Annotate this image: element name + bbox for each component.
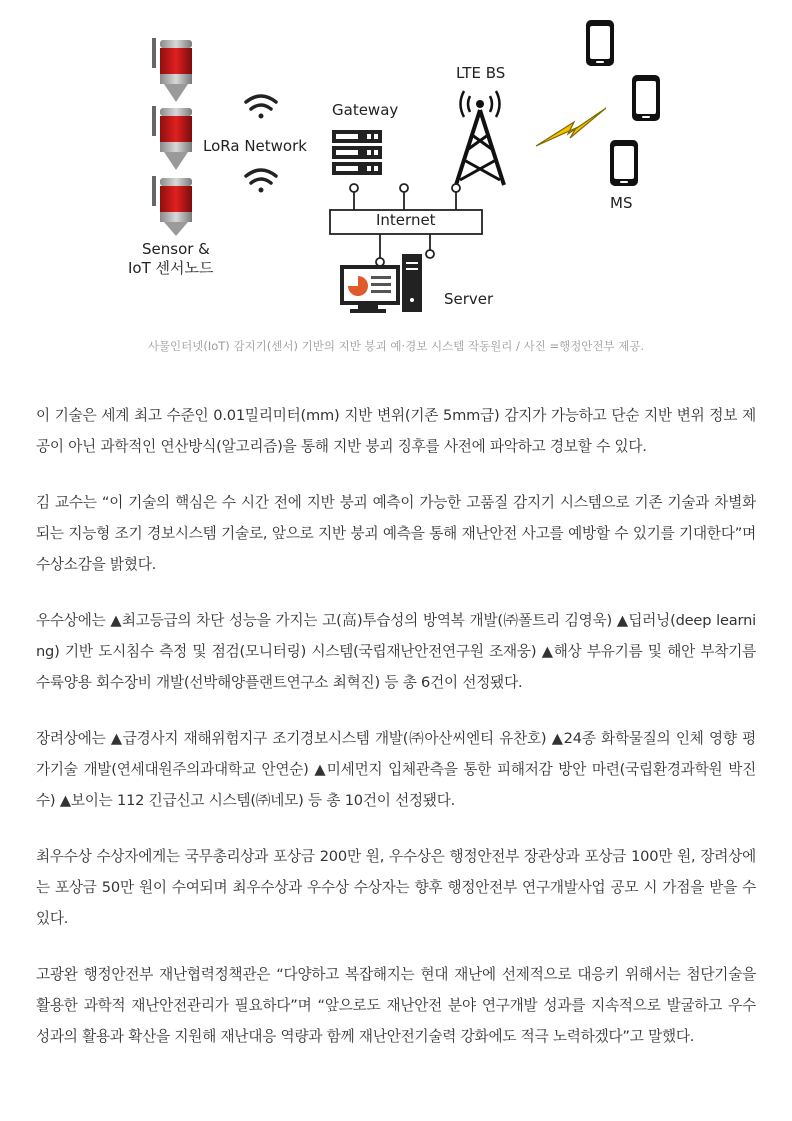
lte-bs-label: LTE BS (456, 64, 506, 82)
article-paragraph: 이 기술은 세계 최고 수준인 0.01밀리미터(mm) 지반 변위(기존 5mm급) 감지가 가능하고 단순 지반 변위 정보 제공이 아닌 과학적인 연산방식(알고리즘)을 통해 지반 붕괴 징후를 사전에 파악하고 경보할 수 있다. (36, 407, 756, 455)
lora-network-label: LoRa Network (203, 137, 307, 155)
mobile-phone-icon (586, 20, 614, 66)
article-paragraph: 김 교수는 “이 기술의 핵심은 수 시간 전에 지반 붕괴 예측이 가능한 고품질 감지기 시스템으로 기존 기술과 차별화되는 지능형 조기 경보시스템 기술로, 앞으로 지반 붕괴 예측을 통해 재난안전 사고를 예방할 수 있기를 기대한다”며 수상소감을 밝혔다. (36, 494, 756, 573)
article-paragraph: 고광완 행정안전부 재난협력정책관은 “다양하고 복잡해지는 현대 재난에 선제적으로 대응키 위해서는 첨단기술을 활용한 과학적 재난안전관리가 필요하다”며 “앞으로도 재난안전 분야 연구개발 성과를 지속적으로 발굴하고 우수 성과의 활용과 확산을 지원해 재난대응 역량과 함께 재난안전기술력 강화에도 적극 노력하겠다”고 말했다. (36, 966, 756, 1045)
sensor-label: Sensor & (142, 240, 210, 258)
figure-caption: 사물인터넷(IoT) 감지기(센서) 기반의 지반 붕괴 예·경보 시스템 작동원리 / 사진 =행정안전부 제공. (147, 339, 645, 353)
article-paragraph: 우수상에는 ▲최고등급의 차단 성능을 가지는 고(高)투습성의 방역복 개발(㈜폴트리 김영욱) ▲딥러닝(deep learning) 기반 도시침수 측정 및 점검(모니터링) 시스템(국립재난안전연구원 조재웅) ▲해상 부유기름 및 해안 부착기름 수륙양용 회수장비 개발(선박해양플랜트연구소 최혁진) 등 총 6건이 선정됐다. (36, 612, 756, 691)
ms-label: MS (610, 194, 633, 212)
gateway-label: Gateway (332, 101, 399, 119)
iot-diagram (112, 10, 680, 320)
sensor-node-icon (152, 38, 192, 102)
article-paragraph: 최우수상 수상자에게는 국무총리상과 포상금 200만 원, 우수상은 행정안전부 장관상과 포상금 100만 원, 장려상에는 포상금 50만 원이 수여되며 최우수상과 우수상 수상자는 향후 행정안전부 연구개발사업 공모 시 가점을 받을 수 있다. (36, 848, 756, 927)
internet-label: Internet (376, 211, 436, 229)
sensor-node-icon (152, 176, 192, 236)
iot-node-label: IoT 센서노드 (128, 259, 214, 277)
article-paragraph: 장려상에는 ▲급경사지 재해위험지구 조기경보시스템 개발(㈜아산씨엔티 유찬호) ▲24종 화학물질의 인체 영향 평가기술 개발(연세대원주의과대학교 안연순) ▲미세먼지 입체관측을 통한 피해저감 방안 마련(국립환경과학원 박진수) ▲보이는 112 긴급신고 시스템(㈜네모) 등 총 10건이 선정됐다. (36, 730, 756, 809)
sensor-node-icon (152, 106, 192, 170)
wifi-icon (246, 96, 276, 119)
gateway-icon (332, 130, 382, 175)
server-label: Server (444, 290, 494, 308)
wifi-icon (246, 170, 276, 193)
lte-tower-icon (456, 91, 504, 185)
mobile-phone-icon (632, 75, 660, 121)
article-body (36, 400, 756, 1077)
lightning-icon (536, 108, 606, 146)
mobile-phone-icon (610, 140, 638, 186)
